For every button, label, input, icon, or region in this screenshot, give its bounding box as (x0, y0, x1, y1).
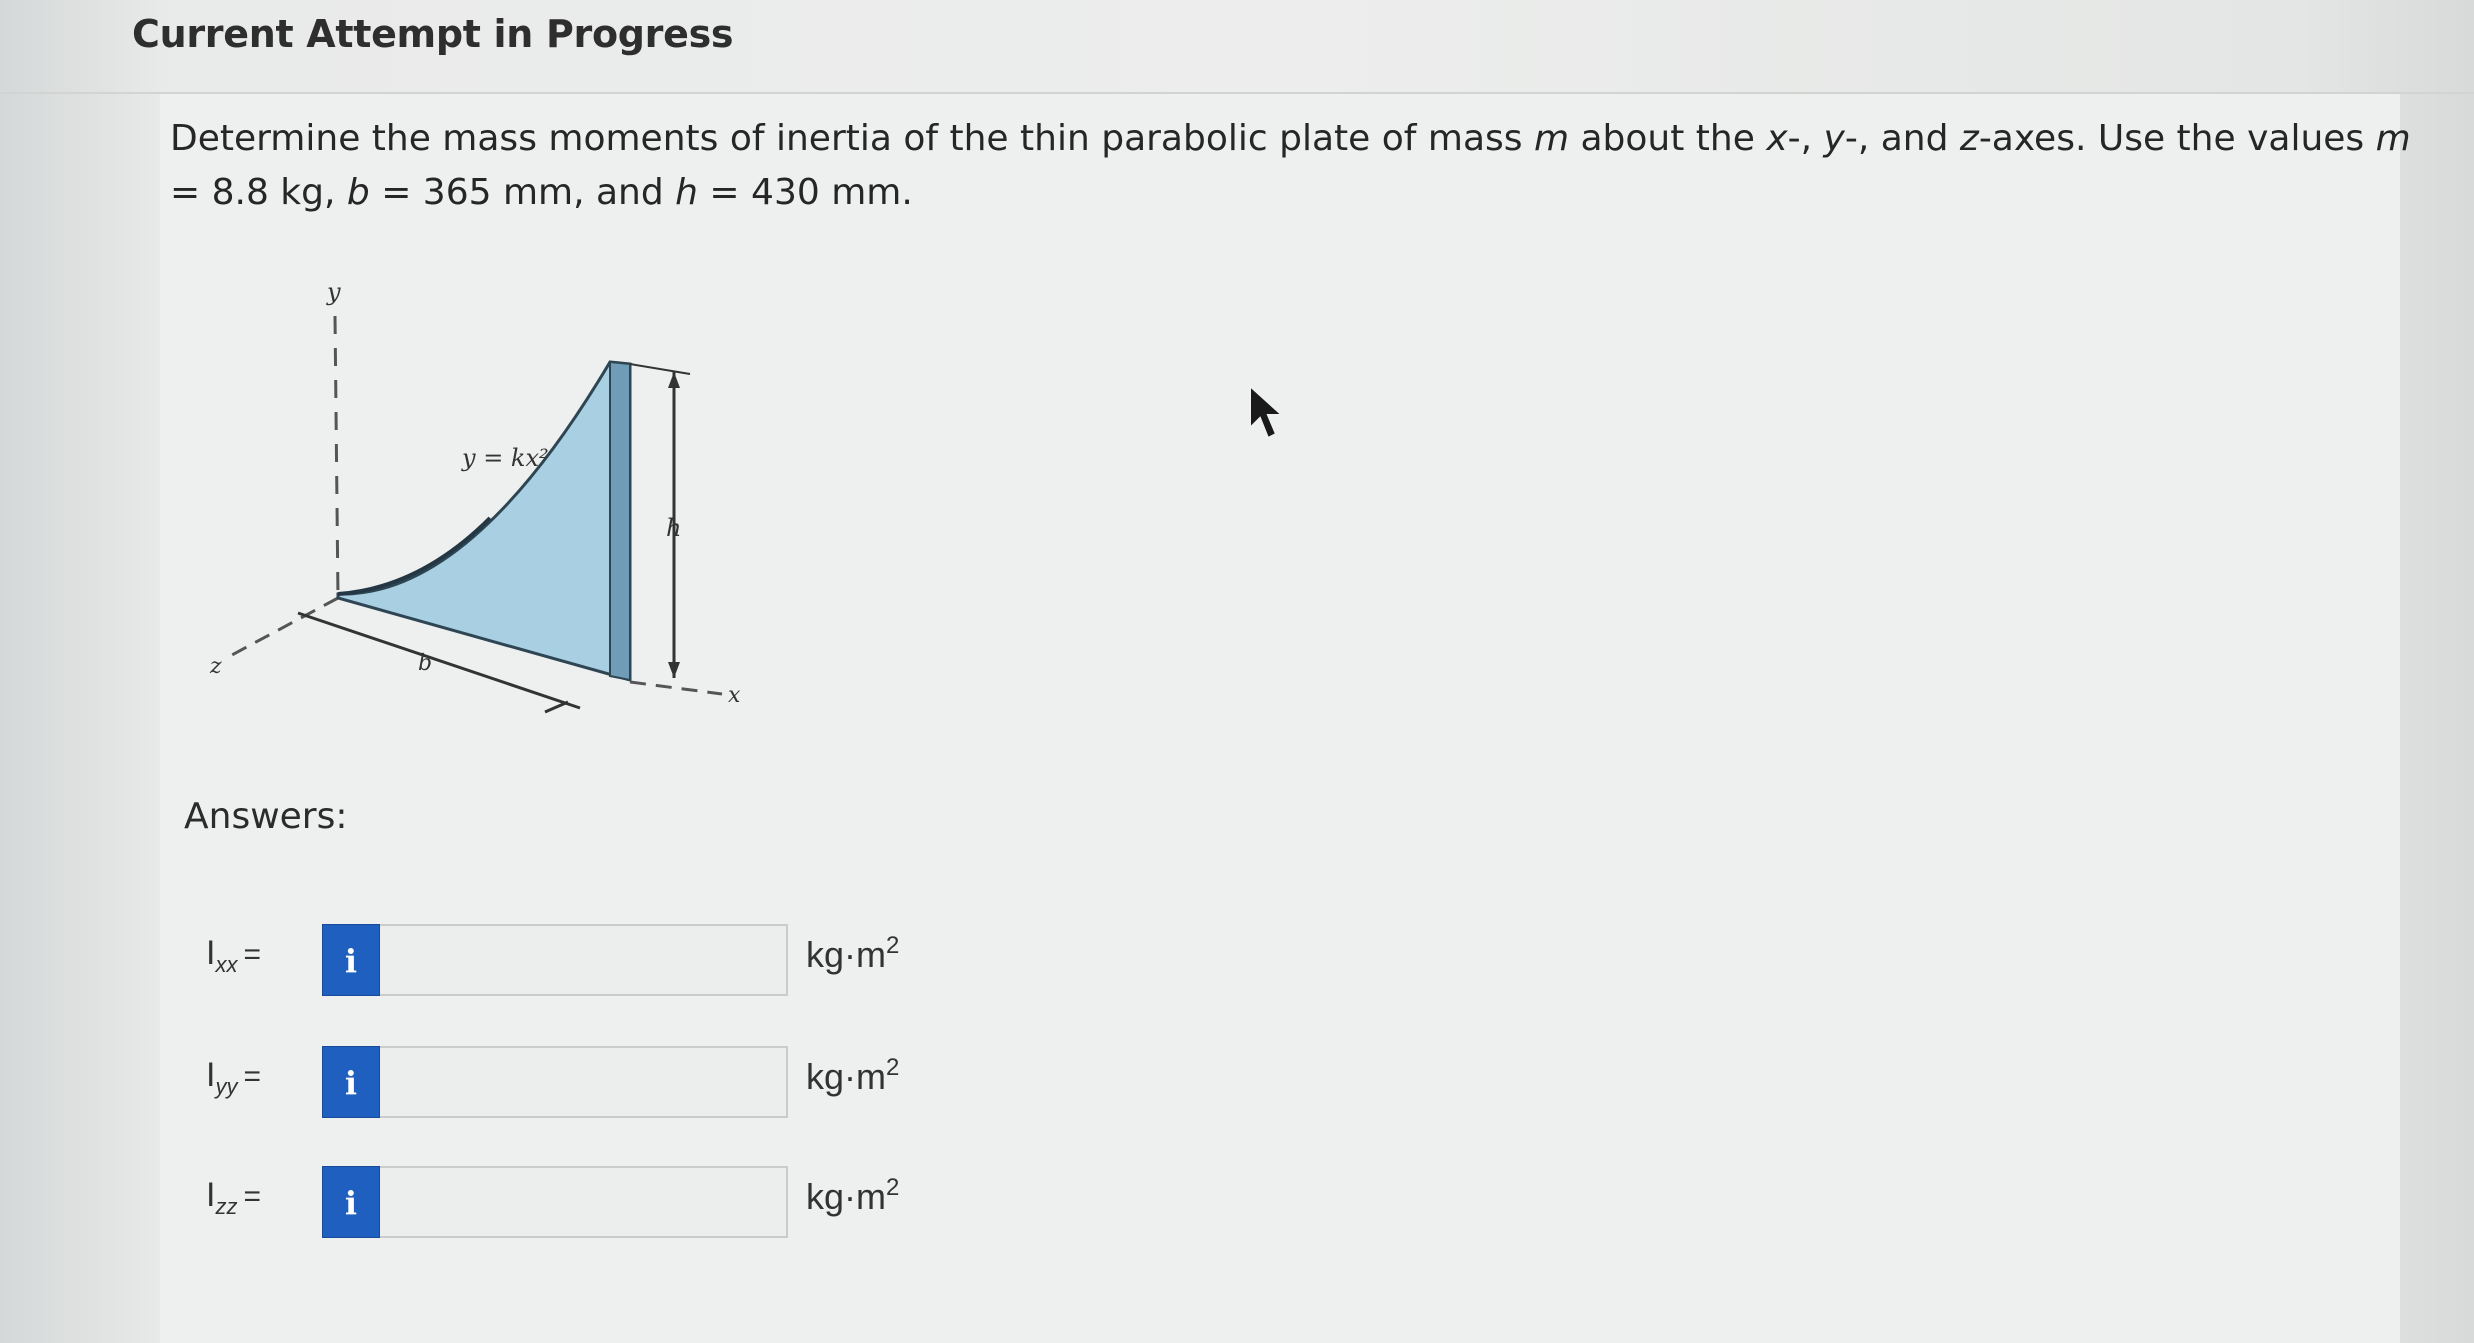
answer-label-izz (206, 1176, 261, 1220)
h-dimension-top-extension (630, 364, 690, 374)
inertia-subscript: zz (215, 1194, 238, 1219)
answers-heading: Answers: (184, 796, 348, 837)
izz-input-box (380, 1166, 788, 1238)
question-text-part: = 430 mm. (697, 172, 913, 213)
equals-sign: = (243, 1180, 261, 1213)
parabolic-plate (338, 362, 630, 680)
y-axis-line (335, 316, 338, 598)
h-arrow-bottom (668, 662, 680, 678)
x-axis-label: x (728, 683, 741, 708)
y-axis-label: y (327, 278, 341, 306)
x-axis-line (630, 682, 722, 694)
unit-text: kg·m (806, 1056, 886, 1097)
mouse-cursor-icon (1246, 384, 1286, 446)
info-icon[interactable]: i (322, 1046, 380, 1118)
question-text-part: = 365 mm, and (369, 172, 676, 213)
answer-label-ixx (206, 934, 261, 978)
inertia-symbol: I (206, 934, 216, 972)
question-text-part: about the (1569, 118, 1767, 159)
question-text-part: -axes. Use the values (1978, 118, 2376, 159)
unit-exponent: 2 (886, 1054, 900, 1081)
ixx-input[interactable] (380, 926, 786, 994)
symbol-h: h (675, 172, 698, 213)
symbol-z: z (1959, 118, 1979, 159)
b-dimension-label: b (418, 651, 433, 676)
attempt-status-title: Current Attempt in Progress (132, 12, 734, 56)
inertia-subscript: yy (215, 1074, 238, 1099)
ixx-input-box (380, 924, 788, 996)
answer-label-iyy (206, 1056, 261, 1100)
symbol-m: m (1533, 118, 1570, 159)
h-arrow-top (668, 372, 680, 388)
unit-text: kg·m (806, 1176, 886, 1217)
question-text (170, 112, 2420, 220)
iyy-input-box (380, 1046, 788, 1118)
inertia-symbol: I (206, 1176, 216, 1214)
b-dimension-tick (545, 702, 568, 712)
h-dimension-label: h (666, 514, 682, 542)
unit-text: kg·m (806, 934, 886, 975)
equals-sign: = (243, 1060, 261, 1093)
iyy-input[interactable] (380, 1048, 786, 1116)
question-text-part: = 8.8 kg, (170, 172, 347, 213)
curve-equation-label: y = kx² (462, 444, 549, 472)
izz-input[interactable] (380, 1168, 786, 1236)
parabolic-plate-figure (190, 268, 770, 738)
z-axis-line (230, 598, 338, 656)
unit-exponent: 2 (886, 1174, 900, 1201)
unit-label (806, 1054, 899, 1098)
unit-exponent: 2 (886, 932, 900, 959)
inertia-symbol: I (206, 1056, 216, 1094)
symbol-m: m (2375, 118, 2411, 159)
question-text-part: Determine the mass moments of inertia of the thin parabolic plate of mass (170, 118, 1534, 159)
info-icon[interactable]: i (322, 924, 380, 996)
info-icon[interactable]: i (322, 1166, 380, 1238)
question-text-part: -, (1787, 118, 1824, 159)
symbol-x: x (1766, 118, 1788, 159)
unit-label (806, 932, 899, 976)
plate-thickness-edge (610, 362, 630, 680)
inertia-subscript: xx (215, 952, 238, 977)
question-text-part: -, and (1844, 118, 1960, 159)
z-axis-label: z (210, 654, 222, 679)
equals-sign: = (243, 938, 261, 971)
unit-label (806, 1174, 899, 1218)
page-header (0, 0, 2474, 94)
symbol-y: y (1823, 118, 1845, 159)
symbol-b: b (346, 172, 370, 213)
